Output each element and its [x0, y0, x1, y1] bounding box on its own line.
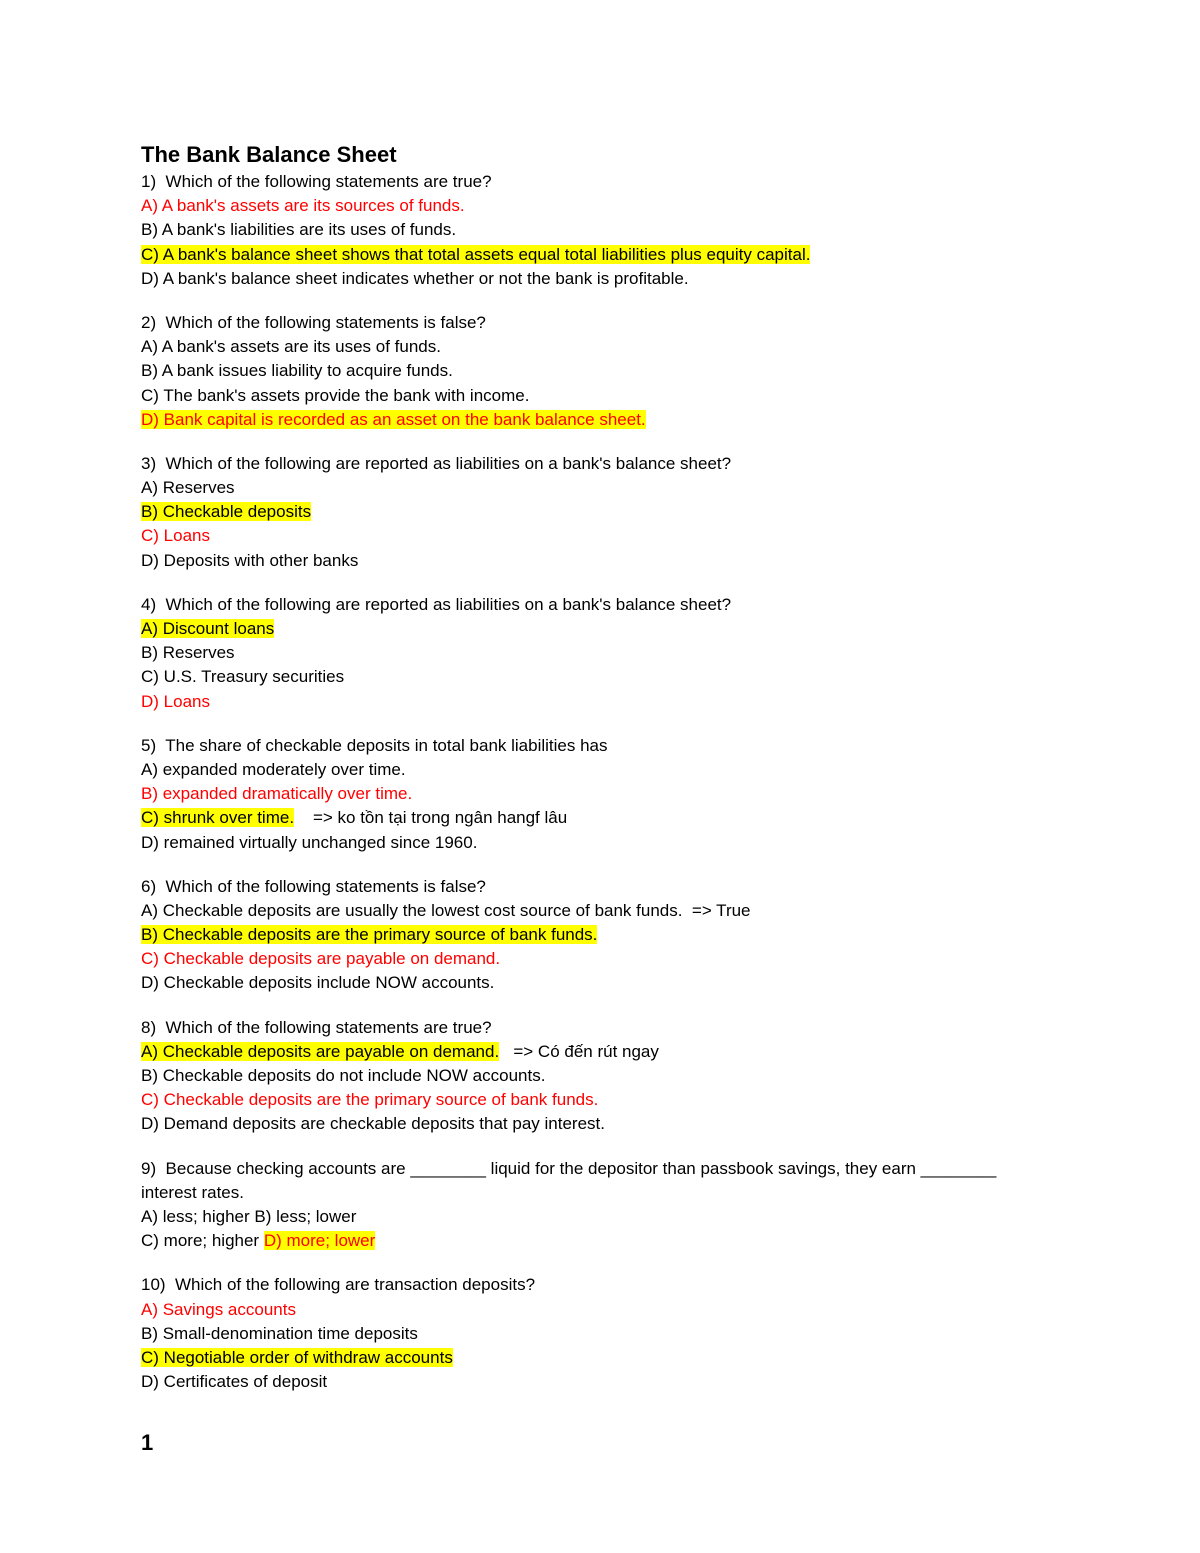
answer-option [141, 549, 1081, 573]
answer-text: B) Checkable deposits do not include NOW accounts. [141, 1066, 546, 1085]
answer-text: A) Checkable deposits are payable on demand. [141, 1041, 500, 1061]
answer-text: C) Checkable deposits are the primary source of bank funds. [141, 1090, 599, 1110]
handwritten-note: => Có đến rút ngay [499, 1041, 659, 1061]
answer-option [141, 617, 1081, 641]
answer-text: B) Small-denomination time deposits [141, 1323, 418, 1343]
answer-text: C) Loans [141, 526, 210, 546]
answer-option [141, 476, 1081, 500]
answer-option [141, 758, 1081, 782]
answer-option [141, 1322, 1081, 1346]
question-text: 1) Which of the following statements are true? [141, 172, 492, 191]
answer-option [141, 359, 1081, 383]
answer-option [141, 923, 1081, 947]
answer-text: B) expanded dramatically over time. [141, 784, 413, 804]
answer-text: C) more; higher [141, 1231, 264, 1251]
answer-option [141, 267, 1081, 291]
handwritten-note: => True [682, 900, 751, 920]
answer-option [141, 641, 1081, 665]
answer-option [141, 782, 1081, 806]
answer-option-row [141, 1205, 1081, 1229]
question-block [141, 1273, 1081, 1394]
spacer [141, 432, 1081, 452]
answer-text: D) remained virtually unchanged since 1960. [141, 832, 478, 852]
answer-text: C) A bank's balance sheet shows that total assets equal total liabilities plus equity capital. [141, 244, 811, 264]
spacer [141, 714, 1081, 734]
answer-option [141, 500, 1081, 524]
answer-text: D) Checkable deposits include NOW accounts. [141, 973, 495, 993]
answer-text: C) shrunk over time. [141, 808, 295, 828]
question-block [141, 1016, 1081, 1137]
question-list [141, 170, 1081, 1394]
spacer [141, 291, 1081, 311]
question-text-continued: interest rates. [141, 1182, 244, 1202]
answer-text: D) more; lower [263, 1231, 376, 1251]
spacer [141, 573, 1081, 593]
answer-option [141, 665, 1081, 689]
answer-text: A) A bank's assets are its uses of funds. [141, 337, 441, 357]
answer-option [141, 1370, 1081, 1394]
answer-option [141, 947, 1081, 971]
question-text: 5) The share of checkable deposits in total bank liabilities has [141, 735, 608, 755]
answer-option [141, 971, 1081, 995]
spacer [141, 996, 1081, 1016]
answer-text: A) A bank's assets are its sources of funds. [141, 196, 465, 216]
answer-option [141, 1088, 1081, 1112]
answer-option [141, 1064, 1081, 1088]
answer-option [141, 1298, 1081, 1322]
page-number: 1 [141, 1430, 154, 1455]
answer-option [141, 806, 1081, 830]
answer-text: C) Checkable deposits are payable on demand. [141, 949, 501, 969]
answer-text: A) Discount loans [141, 619, 275, 638]
answer-text: C) U.S. Treasury securities [141, 667, 345, 687]
answer-text: B) Checkable deposits are the primary source of bank funds. [141, 925, 598, 945]
answer-text: D) A bank's balance sheet indicates whether or not the bank is profitable. [141, 268, 689, 288]
answer-text: B) Checkable deposits [141, 502, 312, 522]
spacer [141, 855, 1081, 875]
answer-option [141, 1346, 1081, 1370]
answer-text: D) Demand deposits are checkable deposits that pay interest. [141, 1114, 605, 1134]
answer-option [141, 1040, 1081, 1064]
question-block [141, 593, 1081, 714]
question-block [141, 452, 1081, 573]
answer-text: D) Bank capital is recorded as an asset on the bank balance sheet. [141, 409, 646, 429]
question-block [141, 875, 1081, 996]
answer-text: B) A bank issues liability to acquire funds. [141, 361, 453, 381]
answer-text: B) Reserves [141, 643, 235, 663]
handwritten-note: => ko tồn tại trong ngân hangf lâu [294, 808, 568, 828]
answer-text: D) Certificates of deposit [141, 1372, 328, 1392]
spacer [141, 1137, 1081, 1157]
question-text: 10) Which of the following are transaction deposits? [141, 1275, 536, 1295]
question-text: 8) Which of the following statements are true? [141, 1017, 492, 1037]
question-text: 6) Which of the following statements is false? [141, 876, 486, 896]
answer-text: A) Reserves [141, 478, 235, 498]
answer-option [141, 408, 1081, 432]
page-title: The Bank Balance Sheet [141, 142, 397, 167]
question-text: 9) Because checking accounts are ________ liquid for the depositor than passbook savings, they earn ________ [141, 1158, 997, 1178]
answer-option [141, 831, 1081, 855]
question-block [141, 170, 1081, 291]
question-block [141, 311, 1081, 432]
answer-text: A) expanded moderately over time. [141, 759, 406, 779]
answer-text: D) Deposits with other banks [141, 550, 359, 570]
answer-text: D) Loans [141, 691, 210, 711]
answer-text: A) Savings accounts [141, 1299, 296, 1319]
question-text: 4) Which of the following are reported as liabilities on a bank's balance sheet? [141, 594, 732, 614]
answer-option [141, 1112, 1081, 1136]
answer-text: A) less; higher B) less; lower [141, 1206, 357, 1226]
answer-text: B) A bank's liabilities are its uses of funds. [141, 220, 457, 240]
answer-option [141, 524, 1081, 548]
answer-option [141, 218, 1081, 242]
answer-text: C) The bank's assets provide the bank with income. [141, 385, 530, 405]
question-block [141, 734, 1081, 855]
question-text: 3) Which of the following are reported as liabilities on a bank's balance sheet? [141, 453, 732, 473]
answer-option [141, 899, 1081, 923]
answer-option [141, 243, 1081, 267]
answer-option [141, 384, 1081, 408]
answer-option-row [141, 1229, 1081, 1253]
question-block [141, 1157, 1081, 1254]
document-page [141, 140, 1081, 1394]
spacer [141, 1253, 1081, 1273]
question-text: 2) Which of the following statements is false? [141, 312, 486, 332]
answer-text: A) Checkable deposits are usually the lowest cost source of bank funds. [141, 900, 683, 920]
answer-option [141, 335, 1081, 359]
answer-text: C) Negotiable order of withdraw accounts [141, 1347, 453, 1367]
answer-option [141, 194, 1081, 218]
answer-option [141, 690, 1081, 714]
